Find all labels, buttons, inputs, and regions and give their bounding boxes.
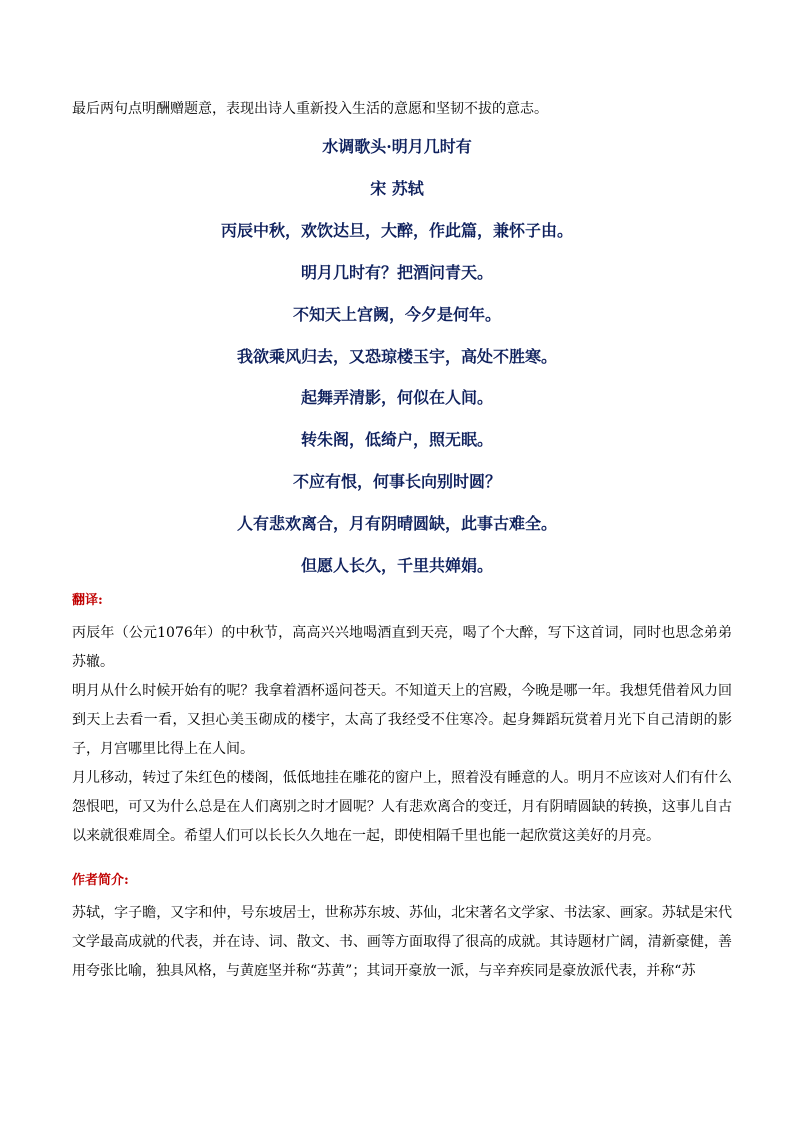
poem-author: 宋 苏轼: [370, 179, 424, 198]
poem-line: 但愿人长久，千里共婵娟。: [300, 556, 493, 575]
translation-paragraph: 明月从什么时候开始有的呢？我拿着酒杯遥问苍天。不知道天上的宫殿，今晚是哪一年。我想凭借着风力回到天上去看一看，又担心美玉砌成的楼宇，太高了我经受不住寒冷。起身舞蹈玩赏着月光下自己清朗的影子，月宫哪里比得上在人间。: [72, 683, 732, 757]
poem-line: 转朱阁，低绮户，照无眠。: [300, 430, 493, 449]
poem-preface: 丙辰中秋，欢饮达旦，大醉，作此篇，兼怀子由。: [220, 221, 573, 240]
poem-line: 不应有恨，何事长向别时圆？: [292, 472, 501, 491]
poem-line: 我欲乘风归去，又恐琼楼玉宇，高处不胜寒。: [236, 347, 557, 366]
intro-paragraph: 最后两句点明酬赠题意，表现出诗人重新投入生活的意愿和坚韧不拔的意志。: [72, 101, 548, 117]
translation-paragraph: 丙辰年（公元1076年）的中秋节，高高兴兴地喝酒直到天亮，喝了个大醉，写下这首词，同时也思念弟弟苏辙。: [72, 625, 732, 670]
poem-line: 不知天上宫阙，今夕是何年。: [292, 305, 501, 324]
translation-paragraph: 月儿移动，转过了朱红色的楼阁，低低地挂在雕花的窗户上，照着没有睡意的人。明月不应该对人们有什么怨恨吧，可又为什么总是在人们离别之时才圆呢？人有悲欢离合的变迁，月有阴晴圆缺的转换，这事儿自古以来就很难周全。希望人们可以长长久久地在一起，即使相隔千里也能一起欣赏这美好的月亮。: [72, 770, 732, 844]
translation-label: 翻译:: [72, 593, 103, 608]
author-intro-label: 作者简介:: [72, 873, 129, 888]
poem-line: 人有悲欢离合，月有阴晴圆缺，此事古难全。: [236, 514, 557, 533]
poem-title: 水调歌头·明月几时有: [322, 137, 472, 156]
poem-line: 明月几时有？把酒问青天。: [300, 263, 493, 282]
poem-line: 起舞弄清影，何似在人间。: [300, 388, 493, 407]
author-intro-paragraph: 苏轼，字子瞻，又字和仲，号东坡居士，世称苏东坡、苏仙，北宋著名文学家、书法家、画家。苏轼是宋代文学最高成就的代表，并在诗、词、散文、书、画等方面取得了很高的成就。其诗题材广阔，清新豪健，善用夸张比喻，独具风格，与黄庭坚并称“苏黄”；其词开豪放一派，与辛弃疾同是豪放派代表，并称“苏: [72, 905, 732, 979]
